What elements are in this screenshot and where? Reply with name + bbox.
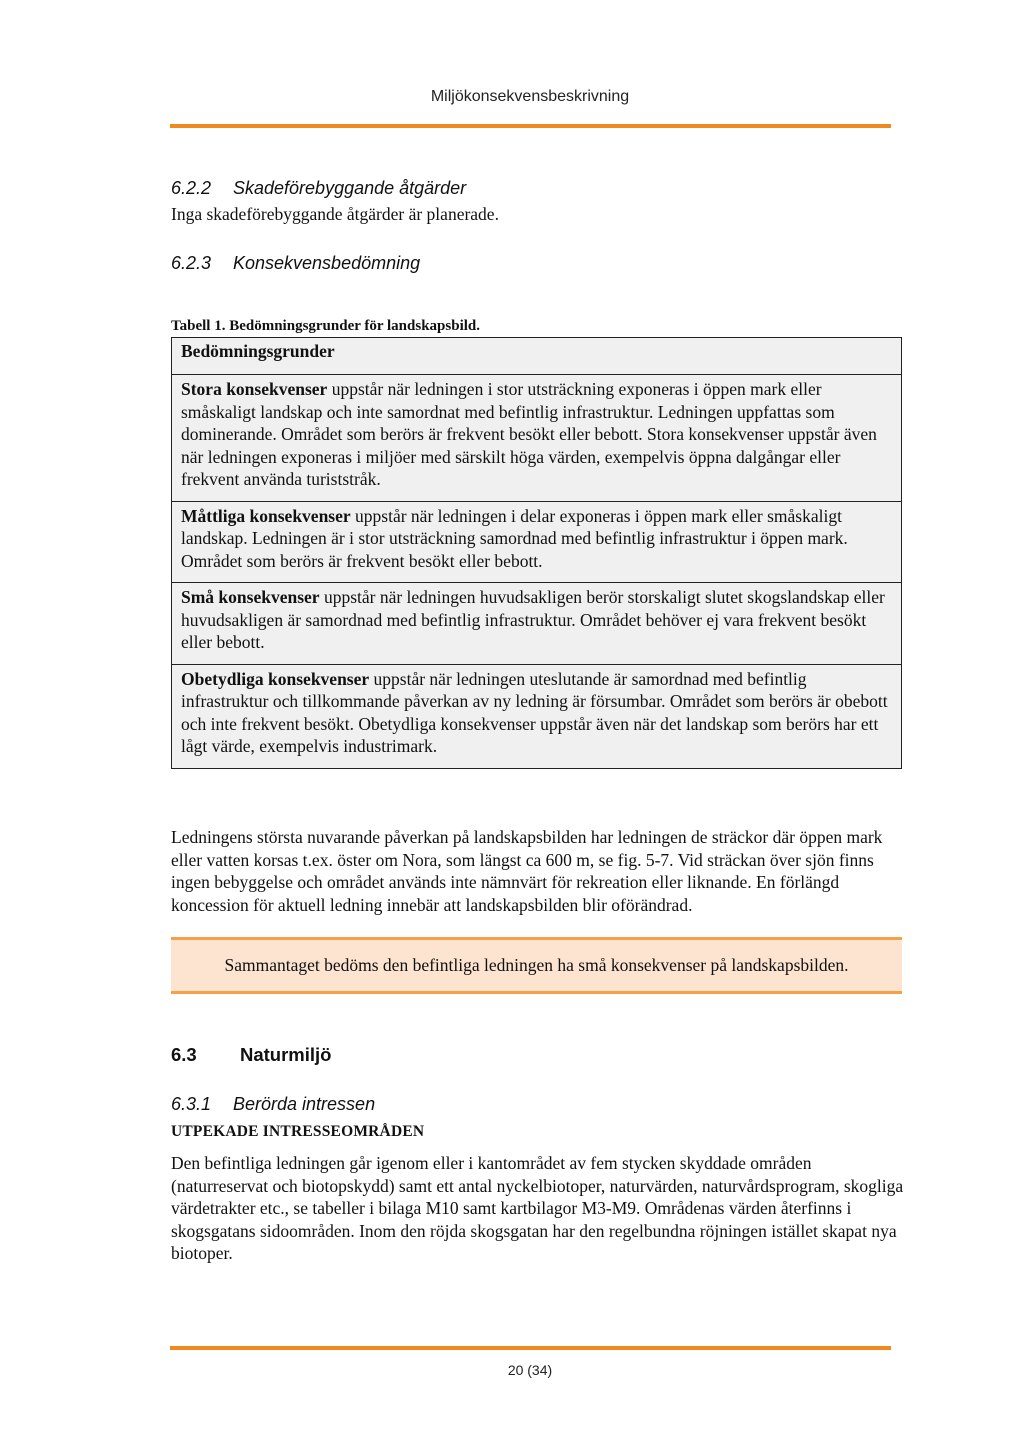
row-text: uppstår när ledningen huvudsakligen berör storskaligt slutet skogslandskap eller huvudsakligen är samordnad med befintlig infrastruktur. Området behöver ej vara frekvent besökt eller bebott. <box>181 587 885 652</box>
row-lead: Små konsekvenser <box>181 587 320 607</box>
section-number: 6.3.1 <box>171 1094 212 1114</box>
table-caption: Tabell 1. Bedömningsgrunder för landskapsbild. <box>171 318 480 334</box>
paragraph-landscape-impact: Ledningens största nuvarande påverkan på landskapsbilden har ledningen de sträckor där öppen mark eller vatten korsas t.ex. öster om Nora, som längst ca 600 m, se fig. 5-7. Vid sträckan över sjön finns ingen bebyggelse och området används inte nämnvärt för rekreation eller liknande. En förlängd koncession för aktuell ledning innebär att landskapsbilden blir oförändrad. <box>171 827 883 915</box>
section-title: Naturmiljö <box>240 1044 332 1065</box>
table-row <box>172 375 902 502</box>
section-heading-6-3 <box>171 1044 331 1066</box>
subheading: UTPEKADE INTRESSEOMRÅDEN <box>171 1123 425 1140</box>
section-heading-6-3-1 <box>171 1094 375 1115</box>
section-title: Konsekvensbedömning <box>233 253 421 273</box>
table-row <box>172 583 902 665</box>
section-title: Skadeförebyggande åtgärder <box>233 178 467 198</box>
section-number: 6.2.3 <box>171 253 212 273</box>
section-text-6-2-2: Inga skadeförebyggande åtgärder är planerade. <box>171 204 499 224</box>
table-cell <box>172 583 902 665</box>
section-title: Berörda intressen <box>233 1094 376 1114</box>
table-cell <box>172 664 902 768</box>
assessment-criteria-table <box>171 337 902 769</box>
footer-rule <box>170 1346 891 1350</box>
row-lead: Måttliga konsekvenser <box>181 505 351 526</box>
table-cell <box>172 375 902 502</box>
table-cell <box>172 501 902 583</box>
running-header: Miljökonsekvensbeskrivning <box>430 88 630 105</box>
section-number: 6.2.2 <box>171 178 212 198</box>
row-text: uppstår när ledningen i stor utsträckning exponeras i öppen mark eller småskaligt landskap och inte samordnat med befintlig infrastruktur. Ledningen uppfattas som dominerande. Området som berörs är frekvent besökt eller bebott. Stora konsekvenser uppstår även när ledningen exponeras i miljöer med särskilt höga värden, exempelvis öppna dalgångar eller frekvent använda turiststråk. <box>181 379 877 489</box>
row-text: uppstår när ledningen uteslutande är samordnad med befintlig infrastruktur och tillkommande påverkan av ny ledning är försumbar. Området som berörs är obebott och inte frekvent besökt. Obetydliga konsekvenser uppstår även när det landskap som berörs har ett lågt värde, exempelvis industrimark. <box>181 668 888 756</box>
section-heading-6-2-2 <box>171 178 466 199</box>
row-text: uppstår när ledningen i delar exponeras i öppen mark eller småskaligt landskap. Ledningen är i stor utsträckning samordnad med befintlig infrastruktur i öppen mark. Området som berörs är frekvent besökt eller bebott. <box>181 505 848 571</box>
summary-callout: Sammantaget bedöms den befintliga ledningen ha små konsekvenser på landskapsbilden. <box>171 937 902 994</box>
section-number: 6.3 <box>171 1044 197 1065</box>
table-row <box>172 664 902 768</box>
table-header-row <box>172 338 902 375</box>
row-lead: Obetydliga konsekvenser <box>181 668 370 689</box>
section-heading-6-2-3 <box>171 253 420 274</box>
table-header-cell: Bedömningsgrunder <box>172 338 902 375</box>
row-lead: Stora konsekvenser <box>181 379 328 399</box>
header-rule <box>170 124 891 128</box>
paragraph-interest-areas: Den befintliga ledningen går igenom eller i kantområdet av fem stycken skyddade områden (naturreservat och biotopskydd) samt ett antal nyckelbiotoper, naturvärden, naturvårdsprogram, skogliga värdetrakter etc., se tabeller i bilaga M10 samt kartbilagor M3-M9. Områdenas värden återfinns i skogsgatans sidoområden. Inom den röjda skogsgatan har den regelbundna röjningen istället skapat nya biotoper. <box>171 1153 904 1263</box>
table-row <box>172 501 902 583</box>
page-number: 20 (34) <box>507 1362 553 1378</box>
